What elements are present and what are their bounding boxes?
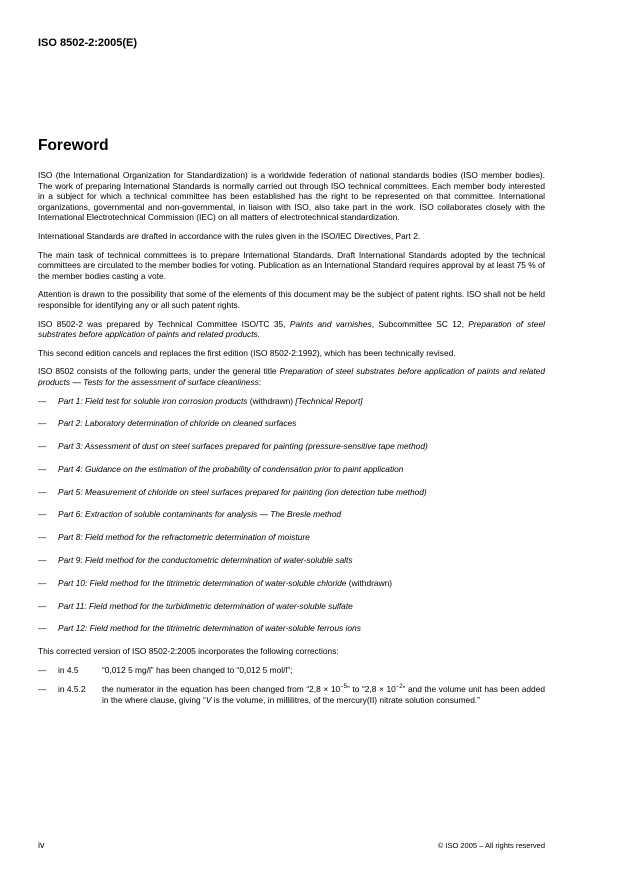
part-6-title: Part 6: Extraction of soluble contaminants for analysis — The Bresle method [58,509,342,520]
dash-bullet: — [38,623,47,634]
list-item-part-10 [38,578,545,589]
paragraph-technical-committees: The main task of technical committees is to prepare International Standards. Draft International Standards adopted by the technical committees are circulated to the member bodies for voting. Publication as an International Standard requires approval by at least 75 % of the member bodies casting a vote. [38,249,545,281]
document-id-header: ISO 8502-2:2005(E) [38,37,138,49]
correction-text-part: is the volume, in millilitres, of the mercury(II) nitrate solution consumed.” [211,694,480,705]
paragraph-patent-rights: Attention is drawn to the possibility that some of the elements of this document may be the subject of patent rights. ISO shall not be held responsible for identifying any or all such patent rights. [38,289,545,310]
committee-title: Paints and varnishes [289,318,372,329]
paragraph-edition: This second edition cancels and replaces the first edition (ISO 8502-2:1992), which has been technically revised. [38,347,456,358]
part-3-title: Part 3: Assessment of dust on steel surfaces prepared for painting (pressure-sensitive tape method) [58,441,428,452]
general-title: Preparation of steel substrates before application of paints and related products — Tests for the assessment of surface cleanliness [38,366,545,387]
list-item-part-8 [38,532,545,543]
correction-text-part: ” and the volume unit has been added in the where clause, giving “ [102,684,546,705]
parts-intro-text: ISO 8502 consists of the following parts, under the general title [38,366,280,377]
dash-bullet: — [38,577,47,588]
correction-text: “0,012 5 mg/l” has been changed to “0,012 5 mol/l”; [102,664,293,675]
dash-bullet: — [38,664,47,675]
exponent: −2 [395,684,403,691]
part-10-title: Part 10: Field method for the titrimetric determination of water-soluble chloride [58,577,347,588]
dash-bullet: — [38,532,47,543]
correction-ref: in 4.5 [58,664,79,675]
correction-text-part: the numerator in the equation has been changed from “2,8 × 10 [102,684,341,695]
page-number: iv [38,840,45,850]
correction-text-part: ” to “2,8 × 10 [347,684,396,695]
dash-bullet: — [38,395,47,406]
dash-bullet: — [38,684,47,695]
correction-ref: in 4.5.2 [58,684,86,695]
list-item-part-4 [38,464,545,475]
part-1-title: Part 1: Field test for soluble iron corrosion products [58,395,248,406]
variable-v: V [205,694,212,705]
list-item-part-12 [38,623,545,634]
list-item-part-2 [38,418,545,429]
list-item-part-3 [38,441,545,452]
dash-bullet: — [38,441,47,452]
foreword-body [38,170,545,714]
list-item-part-1 [38,396,545,407]
part-1-status: (withdrawn) [247,395,296,406]
copyright-notice: © ISO 2005 – All rights reserved [437,841,545,850]
subcommittee-title: Preparation of steel substrates before application of paints and related products. [38,318,545,340]
paragraph-corrections-intro: This corrected version of ISO 8502-2:2005 incorporates the following corrections: [38,646,339,657]
part-1-type: [Technical Report] [295,395,363,406]
list-item-part-6 [38,509,545,520]
subcommittee-text: , Subcommittee SC 12, [371,318,469,329]
list-item-part-5 [38,487,545,498]
corrections-list [38,665,545,706]
exponent: −5 [340,684,348,691]
part-10-status: (withdrawn) [346,577,393,588]
dash-bullet: — [38,600,47,611]
prepared-by-text: ISO 8502-2 was prepared by Technical Committee ISO/TC 35, [38,318,290,329]
part-5-title: Part 5: Measurement of chloride on steel surfaces prepared for painting (ion detection tube method) [58,486,427,497]
part-4-title: Part 4: Guidance on the estimation of the probability of condensation prior to paint application [58,463,404,474]
part-11-title: Part 11: Field method for the turbidimetric determination of water-soluble sulfate [58,600,353,611]
part-8-title: Part 8: Field method for the refractometric determination of moisture [58,532,310,543]
dash-bullet: — [38,463,47,474]
dash-bullet: — [38,418,47,429]
part-2-title: Part 2: Laboratory determination of chloride on cleaned surfaces [58,418,297,429]
paragraph-directives: International Standards are drafted in accordance with the rules given in the ISO/IEC Directives, Part 2. [38,230,421,241]
list-item-part-11 [38,601,545,612]
parts-intro-colon: : [258,376,262,387]
dash-bullet: — [38,509,47,520]
part-12-title: Part 12: Field method for the titrimetric determination of water-soluble ferrous ions [58,623,361,634]
correction-text [102,684,545,705]
dash-bullet: — [38,554,47,565]
paragraph-iso-intro: ISO (the International Organization for Standardization) is a worldwide federation of national standards bodies (ISO member bodies). The work of preparing International Standards is normally carried out through ISO technical committees. Each member body interested in a subject for which a technical committee has been established has the right to be represented on that committee. International organizations, governmental and non-governmental, in liaison with ISO, also take part in the work. ISO collaborates closely with the International Electrotechnical Commission (IEC) on all matters of electrotechnical standardization. [38,170,545,223]
paragraph-prepared-by [38,319,545,340]
parts-list [38,396,545,634]
correction-item-4-5 [38,665,545,676]
correction-item-4-5-2 [38,684,545,705]
paragraph-parts-intro [38,366,545,387]
part-9-title: Part 9: Field method for the conductometric determination of water-soluble salts [58,554,353,565]
page-title: Foreword [38,137,109,154]
dash-bullet: — [38,486,47,497]
list-item-part-9 [38,555,545,566]
